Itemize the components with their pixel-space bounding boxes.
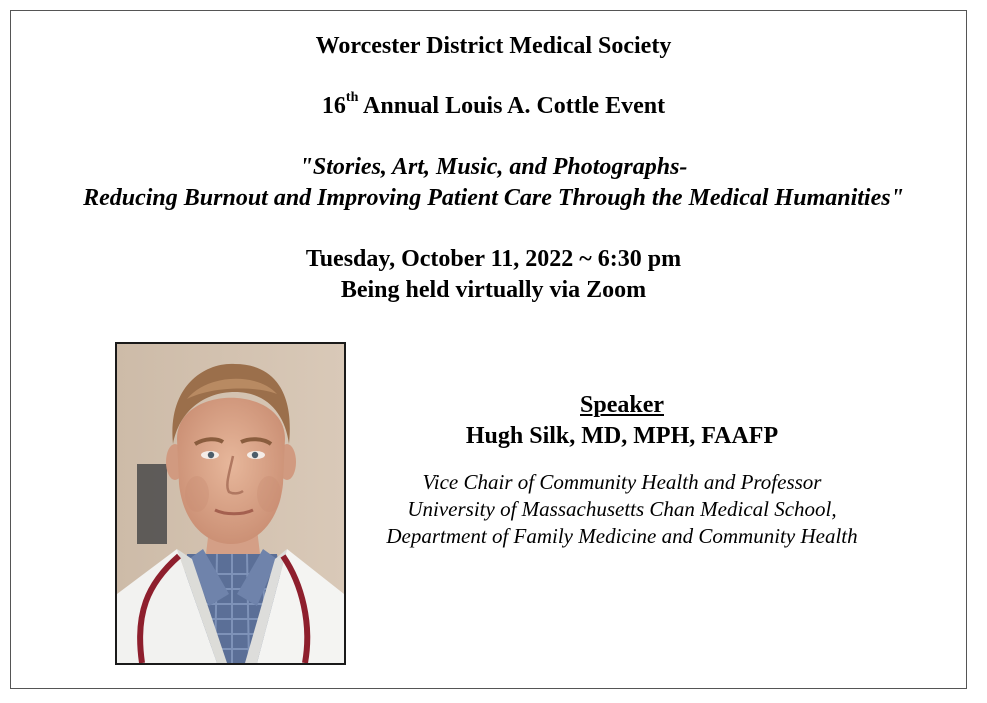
event-name <box>0 91 987 121</box>
event-ordinal-suffix: th <box>345 90 359 105</box>
organization-name: Worcester District Medical Society <box>315 33 672 59</box>
speaker-affiliation-line: Department of Family Medicine and Community Health <box>386 524 858 548</box>
speaker-affiliation-line: Vice Chair of Community Health and Professor <box>422 470 822 494</box>
speaker-affiliation-line: University of Massachusetts Chan Medical School, <box>407 497 837 521</box>
speaker-name: Hugh Silk, MD, MPH, FAAFP <box>465 423 779 449</box>
event-title-line-2: Reducing Burnout and Improving Patient Care Through the Medical Humanities" <box>83 185 904 211</box>
event-ordinal-number: 16 <box>321 93 346 119</box>
speaker-photo <box>115 342 346 665</box>
event-venue: Being held virtually via Zoom <box>340 277 647 303</box>
event-name-text: Annual Louis A. Cottle Event <box>358 93 666 119</box>
event-title-line-1: "Stories, Art, Music, and Photographs- <box>299 154 688 180</box>
speaker-heading: Speaker <box>580 392 664 418</box>
event-date-time: Tuesday, October 11, 2022 ~ 6:30 pm <box>305 246 682 272</box>
